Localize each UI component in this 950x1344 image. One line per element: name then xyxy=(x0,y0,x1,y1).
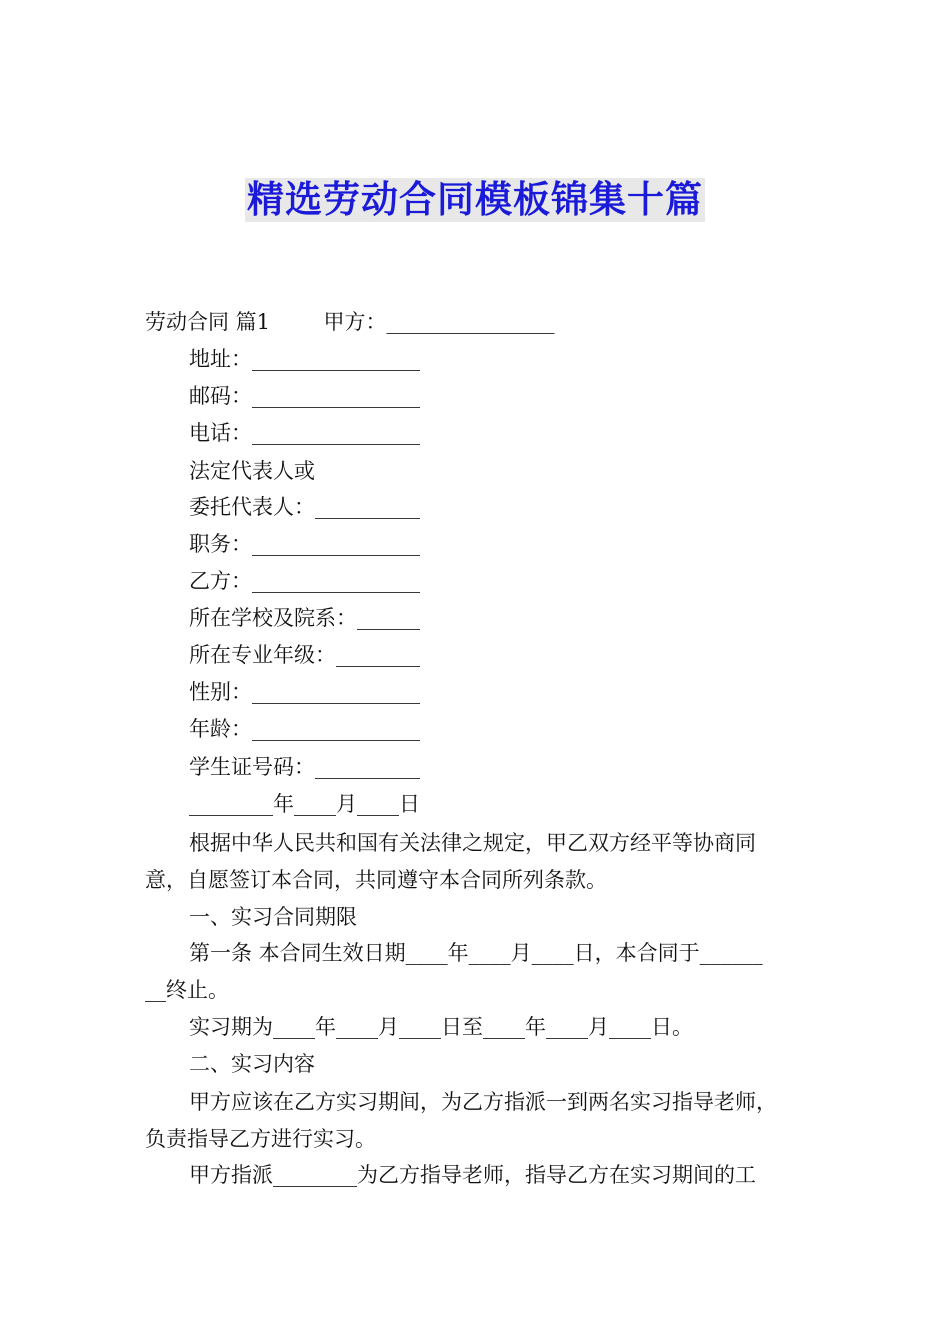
address-line: 地址：________________ xyxy=(189,347,420,371)
section-2-heading: 二、实习内容 xyxy=(189,1052,315,1076)
instructor-para-line-2: 负责指导乙方进行实习。 xyxy=(145,1127,376,1151)
phone-line: 电话：________________ xyxy=(189,421,420,445)
section-1-heading: 一、实习合同期限 xyxy=(189,905,357,929)
preamble-line-1: 根据中华人民共和国有关法律之规定，甲乙双方经平等协商同 xyxy=(189,831,756,855)
contract-heading-line: 劳动合同 篇1 甲方：________________ xyxy=(145,310,555,334)
school-line: 所在学校及院系：______ xyxy=(189,606,420,630)
age-line: 年龄：________________ xyxy=(189,717,420,741)
instructor-assign-line: 甲方指派________为乙方指导老师，指导乙方在实习期间的工 xyxy=(189,1163,756,1187)
document-title-wrap xyxy=(0,178,950,222)
document-title: 精选劳动合同模板锦集十篇 xyxy=(247,178,703,221)
legal-rep-line: 法定代表人或 xyxy=(189,459,315,483)
date-line: ________年____月____日 xyxy=(189,792,420,816)
article-1-line-2: __终止。 xyxy=(145,978,229,1002)
party-b-line: 乙方：________________ xyxy=(189,569,420,593)
gender-line: 性别：________________ xyxy=(189,680,420,704)
authorized-rep-line: 委托代表人：__________ xyxy=(189,495,420,519)
student-id-line: 学生证号码：__________ xyxy=(189,755,420,779)
preamble-line-2: 意，自愿签订本合同，共同遵守本合同所列条款。 xyxy=(145,868,607,892)
internship-period-line: 实习期为____年____月____日至____年____月____日。 xyxy=(189,1015,693,1039)
postcode-line: 邮码：________________ xyxy=(189,384,420,408)
position-line: 职务：________________ xyxy=(189,532,420,556)
article-1-line-1: 第一条 本合同生效日期____年____月____日，本合同于______ xyxy=(189,941,763,965)
major-line: 所在专业年级：________ xyxy=(189,643,420,667)
instructor-para-line-1: 甲方应该在乙方实习期间，为乙方指派一到两名实习指导老师， xyxy=(189,1090,777,1114)
